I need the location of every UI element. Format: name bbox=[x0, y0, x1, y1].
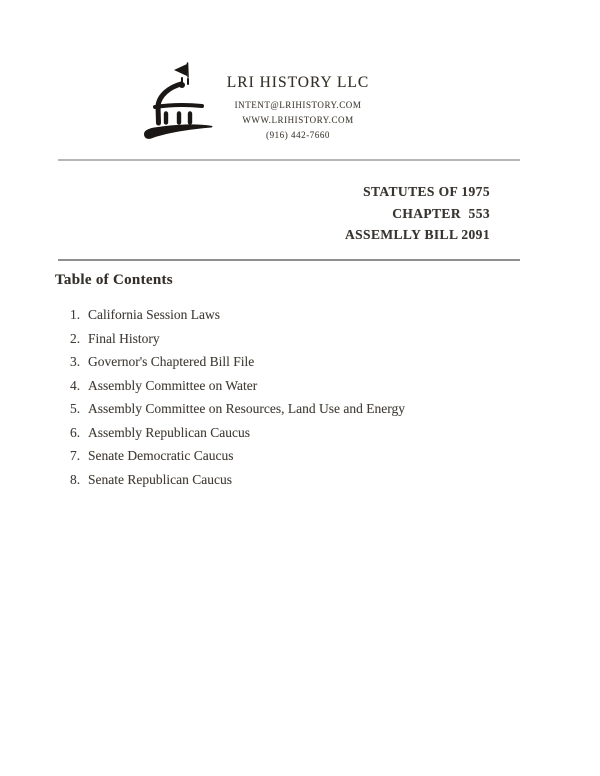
toc-heading: Table of Contents bbox=[55, 272, 173, 288]
toc-item bbox=[70, 306, 405, 323]
toc-item bbox=[70, 330, 405, 347]
toc-item-number: 1. bbox=[70, 307, 81, 322]
toc-item-number: 6. bbox=[70, 424, 81, 440]
website-text: WWW.LRIHISTORY.COM bbox=[242, 115, 354, 125]
toc-item bbox=[70, 377, 405, 394]
email-text: INTENT@LRIHISTORY.COM bbox=[234, 100, 362, 110]
toc-item-label: Governor's Chaptered Bill File bbox=[88, 354, 255, 369]
toc-item bbox=[70, 424, 405, 441]
divider-bottom bbox=[58, 259, 520, 261]
letterhead bbox=[198, 74, 398, 143]
company-name: LRI HISTORY LLC bbox=[226, 74, 370, 91]
toc-list bbox=[70, 306, 405, 494]
toc-item bbox=[70, 400, 405, 417]
divider-top bbox=[58, 159, 520, 161]
toc-item-number: 3. bbox=[70, 354, 81, 369]
toc-item-label: Assembly Committee on Resources, Land Use and Energy bbox=[88, 401, 405, 416]
toc-item-number: 2. bbox=[70, 330, 81, 346]
bill-line: ASSEMLLY BILL 2091 bbox=[344, 227, 490, 242]
toc-item-label: California Session Laws bbox=[88, 307, 220, 322]
toc-item-number: 4. bbox=[70, 377, 81, 393]
statutes-line: STATUTES OF 1975 bbox=[363, 184, 490, 199]
phone-text: (916) 442-7660 bbox=[266, 130, 330, 140]
toc-item-label: Assembly Committee on Water bbox=[88, 377, 258, 393]
toc-item-number: 5. bbox=[70, 401, 81, 416]
toc-item bbox=[70, 447, 405, 464]
toc-item-label: Senate Democratic Caucus bbox=[88, 448, 234, 463]
toc-item-number: 7. bbox=[70, 448, 81, 463]
toc-item-label: Senate Republican Caucus bbox=[88, 471, 232, 487]
toc-item-label: Final History bbox=[88, 330, 160, 346]
toc-item bbox=[70, 471, 405, 488]
reference-block bbox=[345, 181, 490, 246]
toc-item-number: 8. bbox=[70, 471, 81, 487]
toc-item bbox=[70, 353, 405, 370]
toc-item-label: Assembly Republican Caucus bbox=[88, 424, 250, 440]
chapter-line: CHAPTER 553 bbox=[392, 205, 490, 221]
